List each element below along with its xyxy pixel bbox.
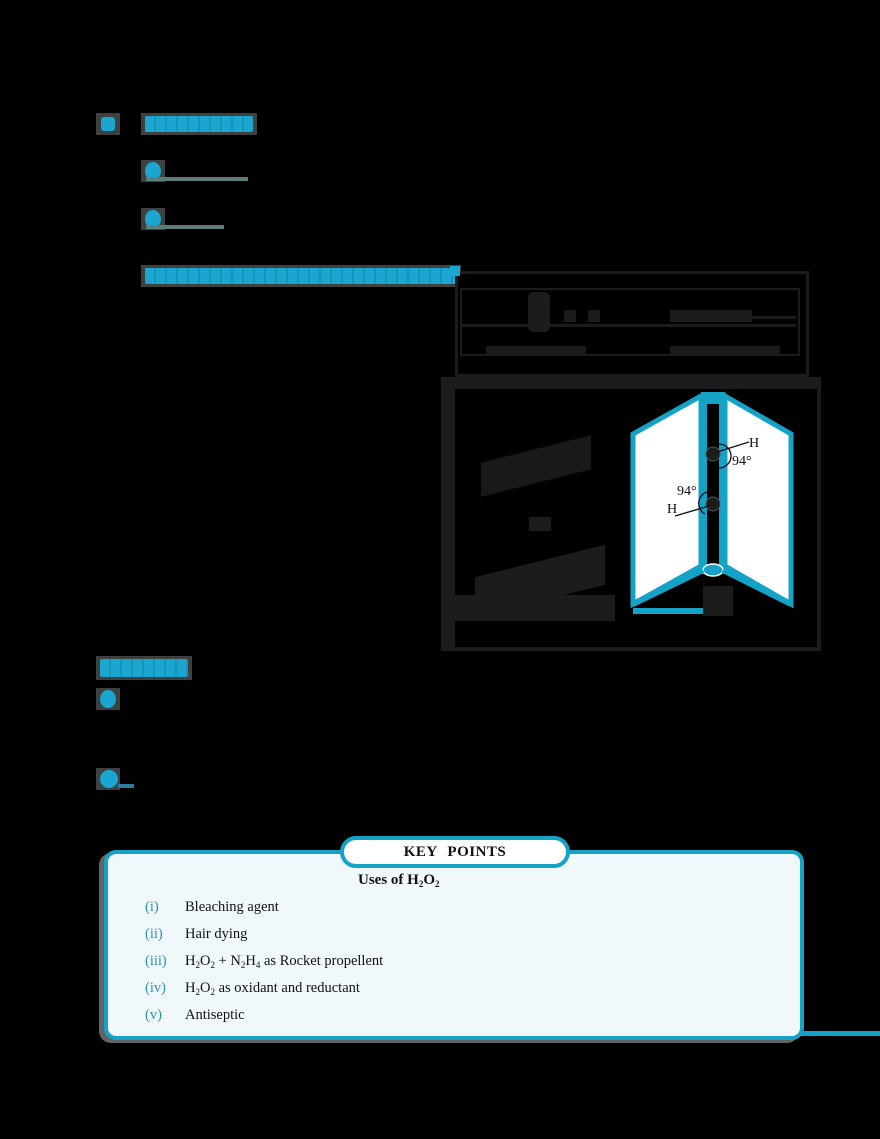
structure-figure-panel [441,377,821,651]
angle-label-top: 94° [732,454,752,469]
redacted-line-1 [146,177,248,181]
key-points-tab [340,836,570,868]
key-point-item: (iv) $H_2O_2$ as oxidant and reductant [145,980,360,997]
hydrogen-label-bottom: H [667,502,678,517]
section-heading-redacted [141,113,257,135]
properties-marker-1 [96,688,120,710]
angle-label-bottom: 94° [677,484,697,499]
table-cell-ghost [588,310,600,322]
properties-heading-redacted [96,656,192,680]
table-cell-ghost [670,310,752,322]
molecule-sketch-ghost [481,435,591,496]
hydrogen-label-top: H [749,436,760,451]
key-point-item: (i) Bleaching agent [145,899,279,915]
key-point-item: (ii) Hair dying [145,926,248,942]
table-cell-ghost [564,310,576,322]
section-number-marker [96,113,120,135]
key-points-title: Uses of $H_2O_2$ [358,872,440,889]
redacted-line-3 [118,784,134,788]
table-cell-ghost [528,292,550,332]
panel-corner-accent [450,266,460,276]
key-point-item: (iii) $H_2O_2 + N_2H_4$ as Rocket propellent [145,953,384,970]
key-point-item: (v) Antiseptic [145,1007,245,1023]
caption-ghost [455,595,615,621]
key-points-tab-label: KEY POINTS [403,844,507,860]
equals-ghost [529,517,551,531]
table-cell-ghost [486,346,586,354]
h2o2-dihedral-structure-figure [615,386,805,636]
table-cell-ghost [752,316,796,319]
structure-heading-redacted [141,265,461,287]
redacted-line-2 [146,225,224,229]
properties-marker-2 [96,768,120,790]
table-divider [460,324,796,327]
table-cell-ghost [670,346,780,354]
key-points-trailing-rule [800,1031,880,1036]
data-table-panel [455,271,809,377]
